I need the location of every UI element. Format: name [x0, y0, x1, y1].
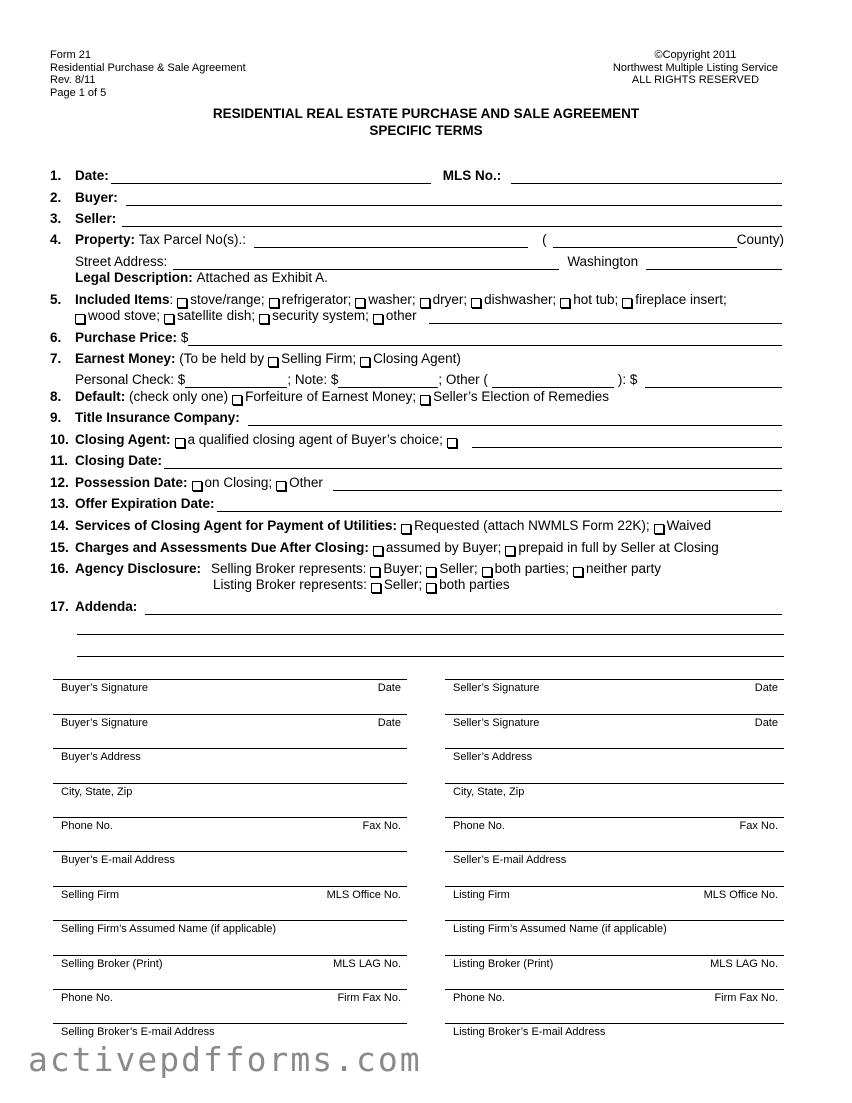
buyer-side-signature-line[interactable]: [53, 783, 407, 798]
buyer-side-signature-line[interactable]: [53, 748, 407, 763]
personal-check-field[interactable]: [185, 374, 287, 388]
item-utilities: 14. Services of Closing Agent for Payment of Utilities: Requested (attach NWMLS Form 22K); Waived: [50, 518, 712, 533]
signature-line-label: Phone No.: [61, 820, 113, 832]
buyers-choice-checkbox[interactable]: [175, 438, 185, 448]
page-number: Page 1 of 5: [50, 86, 107, 99]
signature-line-sublabel: Firm Fax No.: [337, 992, 401, 1004]
sb-buyer-checkbox[interactable]: [370, 567, 380, 577]
signature-line-label: Phone No.: [453, 820, 505, 832]
buyer-side-signature-line[interactable]: [53, 851, 407, 866]
publisher: Northwest Multiple Listing Service: [612, 61, 778, 74]
assumed-by-buyer-checkbox[interactable]: [373, 546, 383, 556]
closing-agent-field[interactable]: [472, 434, 782, 448]
addenda-field[interactable]: [145, 601, 782, 615]
signature-line-sublabel: MLS Office No.: [703, 889, 778, 901]
purchase-price-field[interactable]: [188, 332, 782, 346]
seller-side-signature-line[interactable]: [445, 748, 784, 763]
seller-side-signature-line[interactable]: [445, 920, 784, 935]
signature-line-label: Buyer’s E-mail Address: [61, 854, 175, 866]
buyer-side-signature-line[interactable]: [53, 955, 407, 970]
washer-checkbox[interactable]: [355, 298, 365, 308]
other-items-checkbox[interactable]: [373, 314, 383, 324]
fireplace-insert-checkbox[interactable]: [622, 298, 632, 308]
item-charges: 15. Charges and Assessments Due After Closing: assumed by Buyer; prepaid in full by Seller at Closing: [50, 540, 719, 555]
signature-line-label: Selling Broker’s E-mail Address: [61, 1026, 215, 1038]
date-field[interactable]: [111, 170, 431, 184]
dishwasher-checkbox[interactable]: [471, 298, 481, 308]
signature-line-label: Selling Firm: [61, 889, 120, 901]
zip-field[interactable]: [646, 256, 782, 270]
form-revision: Rev. 8/11: [50, 74, 96, 87]
item-included-items: 5. Included Items : stove/range; refrigerator; washer; dryer; dishwasher; hot tub; fireplace insert;: [50, 292, 727, 307]
signature-line-label: Seller’s Signature: [453, 717, 540, 729]
item-offer-expiration: 13. Offer Expiration Date:: [50, 496, 784, 512]
legal-description-row: Legal Description: Attached as Exhibit A.: [75, 270, 328, 285]
seller-side-signature-line[interactable]: [445, 955, 784, 970]
addenda-line-3[interactable]: [77, 656, 784, 657]
form-number: Form 21: [50, 49, 91, 61]
item-title-insurance: 9. Title Insurance Company:: [50, 410, 784, 426]
signature-line-label: Phone No.: [453, 992, 505, 1004]
street-address-row: Street Address: Washington: [75, 254, 784, 270]
possession-other-checkbox[interactable]: [276, 481, 286, 491]
seller-election-checkbox[interactable]: [420, 395, 430, 405]
buyer-field[interactable]: [126, 192, 782, 206]
tax-parcel-field[interactable]: [254, 234, 528, 248]
lb-both-checkbox[interactable]: [426, 583, 436, 593]
item-default: 8. Default: (check only one) Forfeiture of Earnest Money; Seller’s Election of Remedies: [50, 389, 609, 404]
note-amount-field[interactable]: [338, 374, 438, 388]
selling-firm-checkbox[interactable]: [268, 357, 278, 367]
hot-tub-checkbox[interactable]: [560, 298, 570, 308]
form-header-left: [50, 49, 246, 99]
sb-seller-checkbox[interactable]: [426, 567, 436, 577]
dryer-checkbox[interactable]: [420, 298, 430, 308]
signature-line-label: Seller’s E-mail Address: [453, 854, 567, 866]
refrigerator-checkbox[interactable]: [269, 298, 279, 308]
item-purchase-price: 6. Purchase Price: $: [50, 330, 784, 346]
item-possession-date: 12. Possession Date: on Closing; Other: [50, 475, 784, 491]
wood-stove-checkbox[interactable]: [75, 314, 85, 324]
item-closing-agent: 10. Closing Agent: a qualified closing agent of Buyer’s choice;: [50, 432, 784, 448]
sb-neither-checkbox[interactable]: [573, 567, 583, 577]
signature-line-label: City, State, Zip: [453, 786, 525, 798]
signature-line-label: Listing Firm: [453, 889, 510, 901]
item-addenda: 17. Addenda:: [50, 599, 784, 615]
closing-date-field[interactable]: [164, 455, 782, 469]
signature-line-label: Listing Broker (Print): [453, 958, 554, 970]
street-address-field[interactable]: [173, 256, 559, 270]
signature-line-sublabel: MLS Office No.: [326, 889, 401, 901]
closing-agent-other-checkbox[interactable]: [447, 438, 457, 448]
addenda-line-2[interactable]: [77, 634, 784, 635]
signature-line-sublabel: Date: [377, 717, 401, 729]
document-title: RESIDENTIAL REAL ESTATE PURCHASE AND SALE AGREEMENT SPECIFIC TERMS: [212, 106, 640, 138]
title-insurance-field[interactable]: [248, 412, 782, 426]
prepaid-by-seller-checkbox[interactable]: [505, 546, 515, 556]
item-agency-disclosure: 16. Agency Disclosure: Selling Broker represents: Buyer; Seller; both parties; neither party: [50, 561, 662, 576]
signature-line-label: Buyer’s Signature: [61, 717, 149, 729]
seller-side-signature-line[interactable]: [445, 783, 784, 798]
security-system-checkbox[interactable]: [259, 314, 269, 324]
signature-line-label: Selling Firm’s Assumed Name (if applicable): [61, 923, 276, 935]
signature-line-label: Listing Firm’s Assumed Name (if applicable): [453, 923, 667, 935]
other-amount-field[interactable]: [645, 374, 782, 388]
stove-checkbox[interactable]: [177, 298, 187, 308]
satellite-dish-checkbox[interactable]: [164, 314, 174, 324]
county-field[interactable]: [553, 234, 737, 248]
signature-line-label: City, State, Zip: [61, 786, 133, 798]
sb-both-checkbox[interactable]: [482, 567, 492, 577]
signature-line-sublabel: Date: [754, 717, 778, 729]
lb-seller-checkbox[interactable]: [371, 583, 381, 593]
signature-line-label: Seller’s Signature: [453, 682, 540, 694]
signature-line-label: Listing Broker’s E-mail Address: [453, 1026, 606, 1038]
item-seller: 3. Seller:: [50, 211, 784, 227]
other-description-field[interactable]: [492, 374, 614, 388]
signature-line-label: Seller’s Address: [453, 751, 533, 763]
earnest-money-details: Personal Check: $ ; Note: $ ; Other ( ): $: [75, 372, 784, 388]
seller-side-signature-line[interactable]: [445, 851, 784, 866]
buyer-side-signature-line[interactable]: [53, 1023, 407, 1038]
buyer-side-signature-line[interactable]: [53, 714, 407, 729]
signature-line-label: Selling Broker (Print): [61, 958, 163, 970]
buyer-side-signature-line[interactable]: [53, 920, 407, 935]
signature-line-sublabel: MLS LAG No.: [710, 958, 778, 970]
seller-field[interactable]: [122, 213, 782, 227]
form-header-right: [613, 49, 778, 87]
buyer-side-signature-line[interactable]: [53, 679, 407, 694]
signature-line-sublabel: Fax No.: [739, 820, 778, 832]
signature-line-sublabel: Fax No.: [362, 820, 401, 832]
buyer-side-signature-line[interactable]: [53, 989, 407, 1004]
signature-line-sublabel: Date: [377, 682, 401, 694]
signature-line-label: Phone No.: [61, 992, 113, 1004]
closing-agent-checkbox[interactable]: [360, 357, 370, 367]
signature-line-sublabel: MLS LAG No.: [333, 958, 401, 970]
rights-notice: ALL RIGHTS RESERVED: [631, 74, 760, 87]
seller-side-signature-line[interactable]: [445, 1023, 784, 1038]
signature-line-sublabel: Firm Fax No.: [714, 992, 778, 1004]
possession-other-field[interactable]: [333, 477, 782, 491]
forfeiture-checkbox[interactable]: [232, 395, 242, 405]
utilities-waived-checkbox[interactable]: [654, 524, 664, 534]
offer-expiration-field[interactable]: [217, 498, 782, 512]
seller-side-signature-line[interactable]: [445, 817, 784, 832]
buyer-side-signature-line[interactable]: [53, 817, 407, 832]
utilities-requested-checkbox[interactable]: [401, 524, 411, 534]
included-items-row2: wood stove; satellite dish; security system; other: [71, 308, 784, 324]
watermark: activepdfforms.com: [28, 1040, 422, 1079]
form-name: Residential Purchase & Sale Agreement: [50, 61, 246, 74]
signature-line-label: Buyer’s Signature: [61, 682, 149, 694]
item-buyer: 2. Buyer:: [50, 190, 784, 206]
on-closing-checkbox[interactable]: [192, 481, 202, 491]
signature-line-sublabel: Date: [754, 682, 778, 694]
seller-side-signature-line[interactable]: [445, 886, 784, 901]
mls-number-field[interactable]: [511, 170, 782, 184]
seller-side-signature-line[interactable]: [445, 714, 784, 729]
item-earnest-money: 7. Earnest Money: (To be held by Selling Firm; Closing Agent): [50, 351, 461, 366]
other-items-field[interactable]: [429, 310, 782, 324]
item-property: 4. Property: Tax Parcel No(s).: ( County): [50, 232, 784, 247]
seller-side-signature-line[interactable]: [445, 989, 784, 1004]
signature-line-label: Buyer’s Address: [61, 751, 141, 763]
seller-side-signature-line[interactable]: [445, 679, 784, 694]
buyer-side-signature-line[interactable]: [53, 886, 407, 901]
item-date: 1. Date: MLS No.:: [50, 168, 784, 184]
item-closing-date: 11. Closing Date:: [50, 453, 784, 469]
copyright: ©Copyright 2011: [654, 49, 737, 61]
listing-broker-row: Listing Broker represents: Seller; both parties: [213, 577, 510, 592]
